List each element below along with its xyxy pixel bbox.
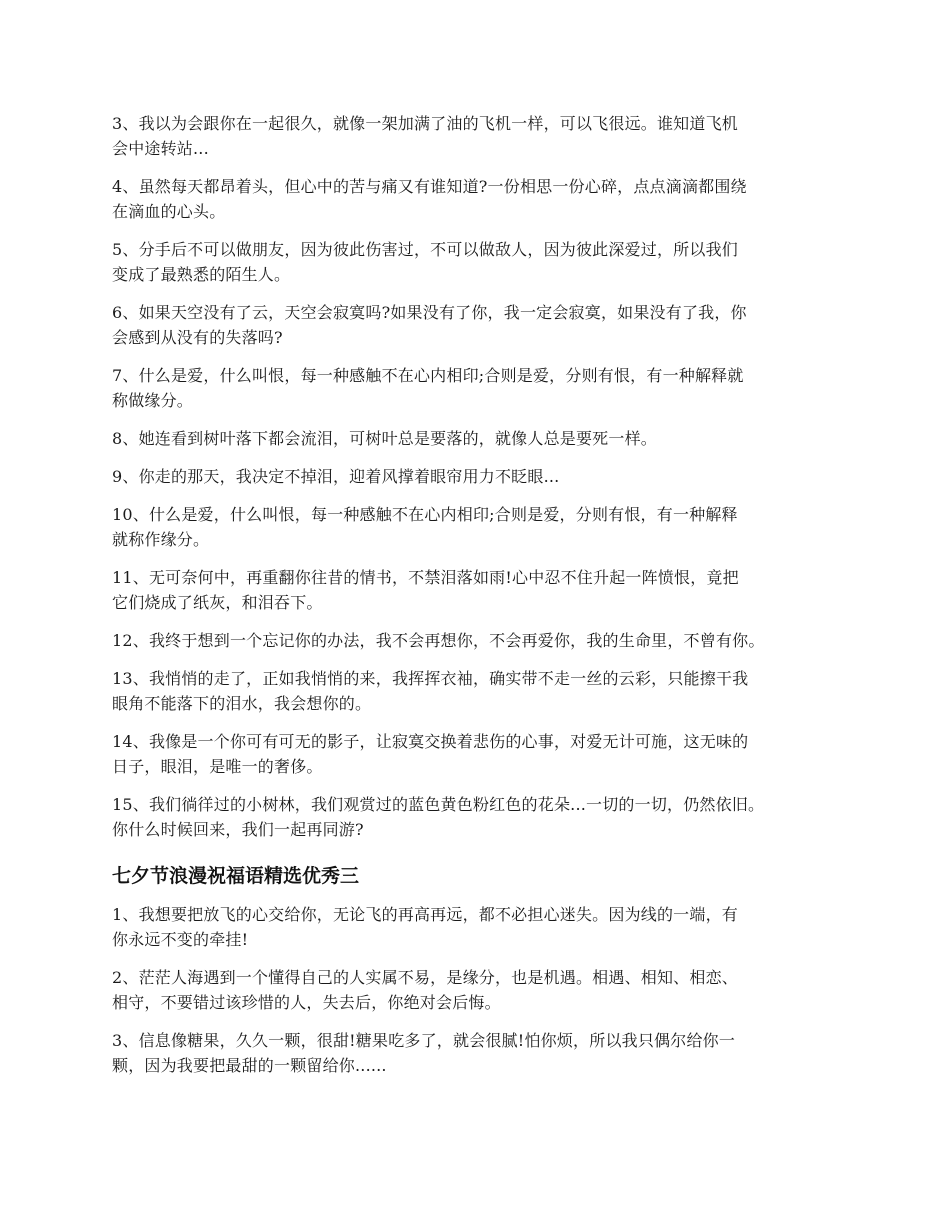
- paragraph-14: 14、我像是一个你可有可无的影子，让寂寞交换着悲伤的心事，对爱无计可施，这无味的 日子，眼泪，是唯一的奢侈。: [112, 732, 749, 776]
- paragraph-5: 5、分手后不可以做朋友，因为彼此伤害过，不可以做敌人，因为彼此深爱过，所以我们 变成了最熟悉的陌生人。: [112, 240, 738, 284]
- paragraph-7: 7、什么是爱，什么叫恨，每一种感触不在心内相印;合则是爱，分则有恨，有一种解释就 称做缘分。: [112, 366, 744, 410]
- section-heading: 七夕节浪漫祝福语精选优秀三: [112, 865, 360, 887]
- section3-paragraph-2: 2、茫茫人海遇到一个懂得自己的人实属不易，是缘分，也是机遇。相遇、相知、相恋、 相守，不要错过该珍惜的人，失去后，你绝对会后悔。: [112, 968, 738, 1012]
- paragraph-6: 6、如果天空没有了云，天空会寂寞吗?如果没有了你，我一定会寂寞，如果没有了我，你 会感到从没有的失落吗?: [112, 303, 747, 347]
- paragraph-11: 11、无可奈何中，再重翻你往昔的情书，不禁泪落如雨!心中忍不住升起一阵愤恨，竟把 它们烧成了纸灰，和泪吞下。: [112, 568, 739, 612]
- paragraph-3: 3、我以为会跟你在一起很久，就像一架加满了油的飞机一样，可以飞很远。谁知道飞机 会中途转站...: [112, 114, 738, 158]
- section3-paragraph-3: 3、信息像糖果，久久一颗，很甜!糖果吃多了，就会很腻!怕你烦，所以我只偶尔给你一 颗，因为我要把最甜的一颗留给你......: [112, 1031, 736, 1075]
- paragraph-13: 13、我悄悄的走了，正如我悄悄的来，我挥挥衣袖，确实带不走一丝的云彩，只能擦干我 眼角不能落下的泪水，我会想你的。: [112, 669, 749, 713]
- paragraph-10: 10、什么是爱，什么叫恨，每一种感触不在心内相印;合则是爱，分则有恨，有一种解释 就称作缘分。: [112, 505, 738, 549]
- paragraph-8: 8、她连看到树叶落下都会流泪，可树叶总是要落的，就像人总是要死一样。: [112, 429, 657, 448]
- paragraph-9: 9、你走的那天，我决定不掉泪，迎着风撑着眼帘用力不眨眼...: [112, 467, 560, 486]
- paragraph-12: 12、我终于想到一个忘记你的办法，我不会再想你，不会再爱你，我的生命里，不曾有你。: [112, 631, 765, 650]
- document-page: [112, 111, 852, 1091]
- section3-paragraph-1: 1、我想要把放飞的心交给你，无论飞的再高再远，都不必担心迷失。因为线的一端，有 你永远不变的牵挂!: [112, 905, 738, 949]
- paragraph-15: 15、我们徜徉过的小树林，我们观赏过的蓝色黄色粉红色的花朵...一切的一切，仍然依旧。 你什么时候回来，我们一起再同游?: [112, 795, 765, 839]
- paragraph-4: 4、虽然每天都昂着头，但心中的苦与痛又有谁知道?一份相思一份心碎，点点滴滴都围绕 在滴血的心头。: [112, 177, 747, 221]
